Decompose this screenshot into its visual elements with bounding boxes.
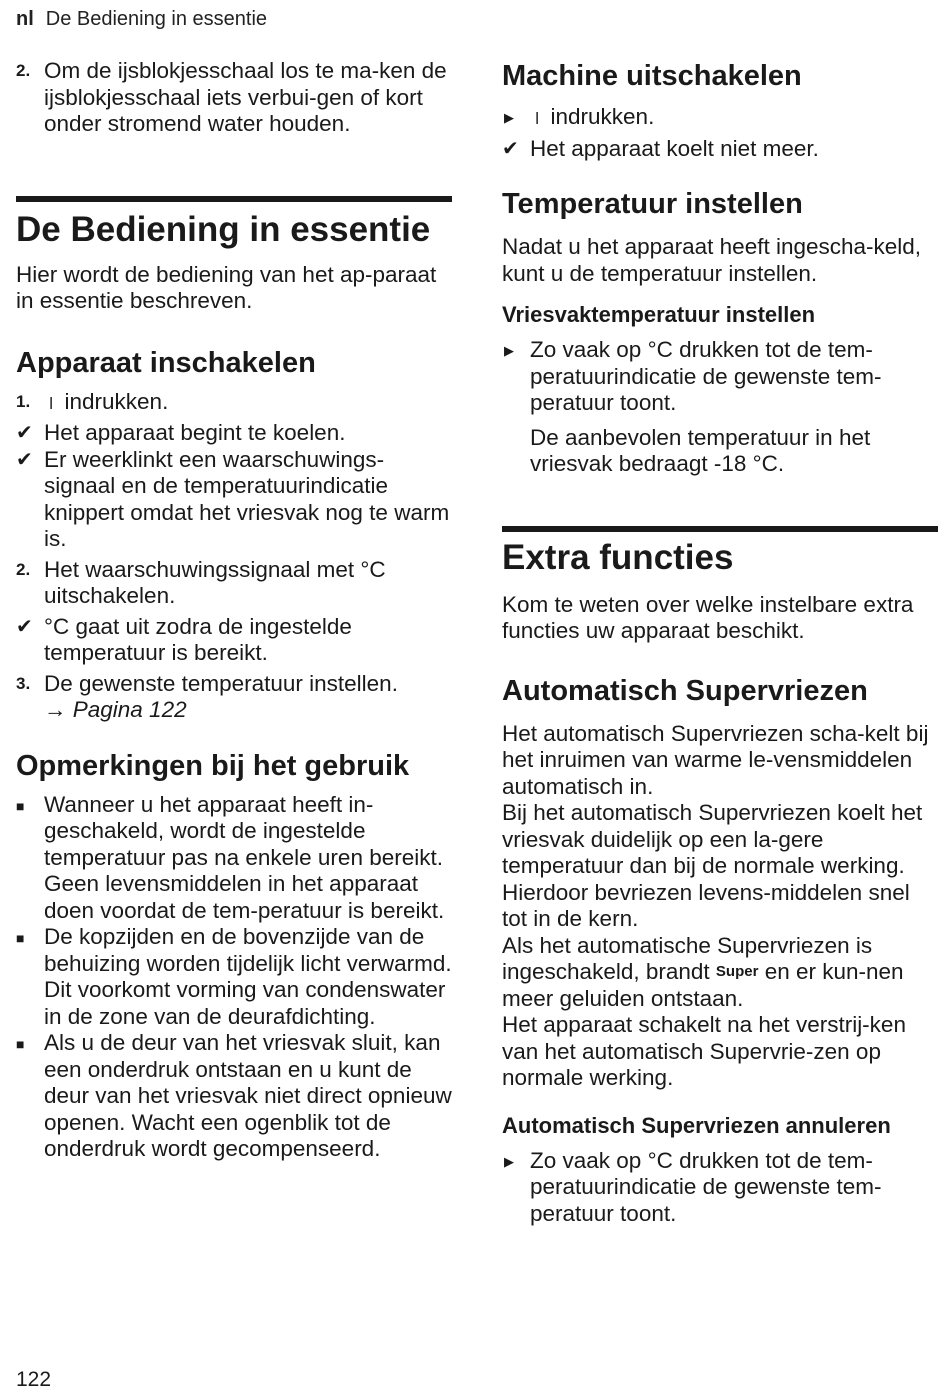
switch-on-result-3: [16, 614, 452, 667]
result-text: Het apparaat koelt niet meer.: [530, 135, 819, 161]
super-cancel-step: [502, 1148, 938, 1228]
note-text: De kopzijden en de bovenzijde van de behuizing worden tijdelijk licht verwarmd. Dit voorkomt vorming van condenswater in de zone van de deurafdichting.: [44, 924, 452, 1029]
check-icon: ✔: [16, 422, 33, 444]
freezer-temp-note: [502, 425, 938, 478]
page-header: [16, 8, 267, 31]
section-title: De Bediening in essentie: [16, 209, 431, 249]
switch-on-step-3: [16, 671, 452, 724]
header-title: De Bediening in essentie: [45, 8, 268, 30]
freezer-temp-subtitle: Vriesvaktemperatuur instellen: [502, 302, 816, 327]
language-code: nl: [16, 8, 34, 30]
step-text: De gewenste temperatuur instellen.: [44, 670, 398, 696]
note-text: De aanbevolen temperatuur in het vriesvak bedraagt -18 °C.: [530, 424, 871, 476]
switch-on-result-1: [16, 420, 452, 447]
freezer-temp-step: [502, 337, 938, 417]
super-para-2: Bij het automatisch Supervriezen koelt het vriesvak duidelijk op een la-gere temperatuur dan bij de normale werking. Hierdoor bevriezen levens-middelen snel tot in de kern.: [502, 800, 923, 931]
extra-intro: Kom te weten over welke instelbare extra functies uw apparaat beschikt.: [502, 591, 914, 643]
notes-item: [16, 1030, 452, 1163]
step-text: Zo vaak op °C drukken tot de tem-peratuurindicatie de gewenste tem-peratuur toont.: [530, 1147, 882, 1226]
note-text: Als u de deur van het vriesvak sluit, kan een onderdruk ontstaan en u kunt de deur van het vriesvak niet direct opnieuw openen. Wacht een ogenblik tot de onderdruk wordt gecompenseerd.: [44, 1030, 452, 1161]
super-para-4: Het apparaat schakelt na het verstrij-ken van het automatisch Supervrie-zen op normale werking.: [502, 1012, 906, 1090]
left-column: [16, 58, 452, 1163]
switch-on-title: Apparaat inschakelen: [16, 346, 316, 379]
step-number: 2.: [16, 61, 31, 80]
super-para-3: Als het automatische Supervriezen is ingeschakeld, brandt $^{Super}$ en er kun-nen meer geluiden ontstaan.: [502, 932, 904, 1011]
temp-intro: Nadat u het apparaat heeft ingescha-keld, kunt u de temperatuur instellen.: [502, 234, 922, 286]
intro-step: [16, 58, 452, 138]
step-number: 1.: [16, 391, 31, 411]
check-icon: ✔: [502, 137, 519, 160]
note-text: Wanneer u het apparaat heeft in-geschakeld, wordt de ingestelde temperatuur pas na enkele uren bereikt. Geen levensmiddelen in het apparaat doen voordat de tem-peratuur is bereikt.: [44, 791, 445, 923]
triangle-bullet-icon: ▶: [504, 343, 514, 358]
step-text: indrukken.: [550, 104, 655, 129]
check-icon: ✔: [16, 448, 33, 471]
page-number: 122: [16, 1368, 52, 1391]
step-text: indrukken.: [64, 388, 169, 414]
right-column: [502, 58, 938, 1227]
switch-off-step: [502, 104, 938, 132]
switch-off-title: Machine uitschakelen: [502, 60, 802, 92]
switch-on-result-2: [16, 447, 452, 553]
section-intro: Hier wordt de bediening van het ap-paraat in essentie beschreven.: [16, 261, 437, 313]
super-para-1: Het automatisch Supervriezen scha-kelt bij het inruimen van warme le-vensmiddelen automatisch in.: [502, 720, 929, 799]
bullet-square-icon: ■: [16, 1036, 25, 1052]
switch-on-step-1: [16, 389, 452, 417]
bullet-square-icon: ■: [16, 797, 25, 814]
extra-title: Extra functies: [502, 537, 734, 577]
triangle-bullet-icon: ▶: [504, 110, 514, 125]
power-icon: ⏽: [44, 392, 59, 413]
check-icon: ✔: [16, 615, 33, 638]
step-text: Zo vaak op °C drukken tot de tem-peratuurindicatie de gewenste tem-peratuur toont.: [530, 337, 882, 415]
triangle-bullet-icon: ▶: [504, 1153, 514, 1169]
super-indicator-label: Super: [715, 963, 759, 980]
super-cancel-title: Automatisch Supervriezen annuleren: [502, 1112, 891, 1138]
step-number: 3.: [16, 673, 31, 693]
result-text: Er weerklinkt een waarschuwings-signaal en de temperatuurindicatie knippert omdat het vriesvak nog te warm is.: [44, 446, 450, 551]
switch-off-result: [502, 136, 938, 163]
notes-item: [16, 924, 452, 1030]
bullet-square-icon: ■: [16, 930, 25, 946]
result-text: Het apparaat begint te koelen.: [44, 420, 346, 445]
super-title: Automatisch Supervriezen: [502, 674, 868, 707]
step-number: 2.: [16, 559, 31, 579]
notes-title: Opmerkingen bij het gebruik: [16, 749, 410, 782]
power-icon: ⏽: [530, 108, 545, 128]
step-text: Om de ijsblokjesschaal los te ma-ken de ijsblokjesschaal iets verbui-gen of kort onder stromend water houden.: [44, 58, 447, 136]
step-text: Het waarschuwingssignaal met °C uitschakelen.: [44, 556, 386, 608]
result-text: °C gaat uit zodra de ingestelde temperatuur is bereikt.: [44, 613, 352, 665]
switch-on-step-2: [16, 557, 452, 610]
page-reference-link[interactable]: → Pagina 122: [44, 697, 187, 722]
temp-title: Temperatuur instellen: [502, 188, 803, 220]
notes-item: [16, 792, 452, 925]
